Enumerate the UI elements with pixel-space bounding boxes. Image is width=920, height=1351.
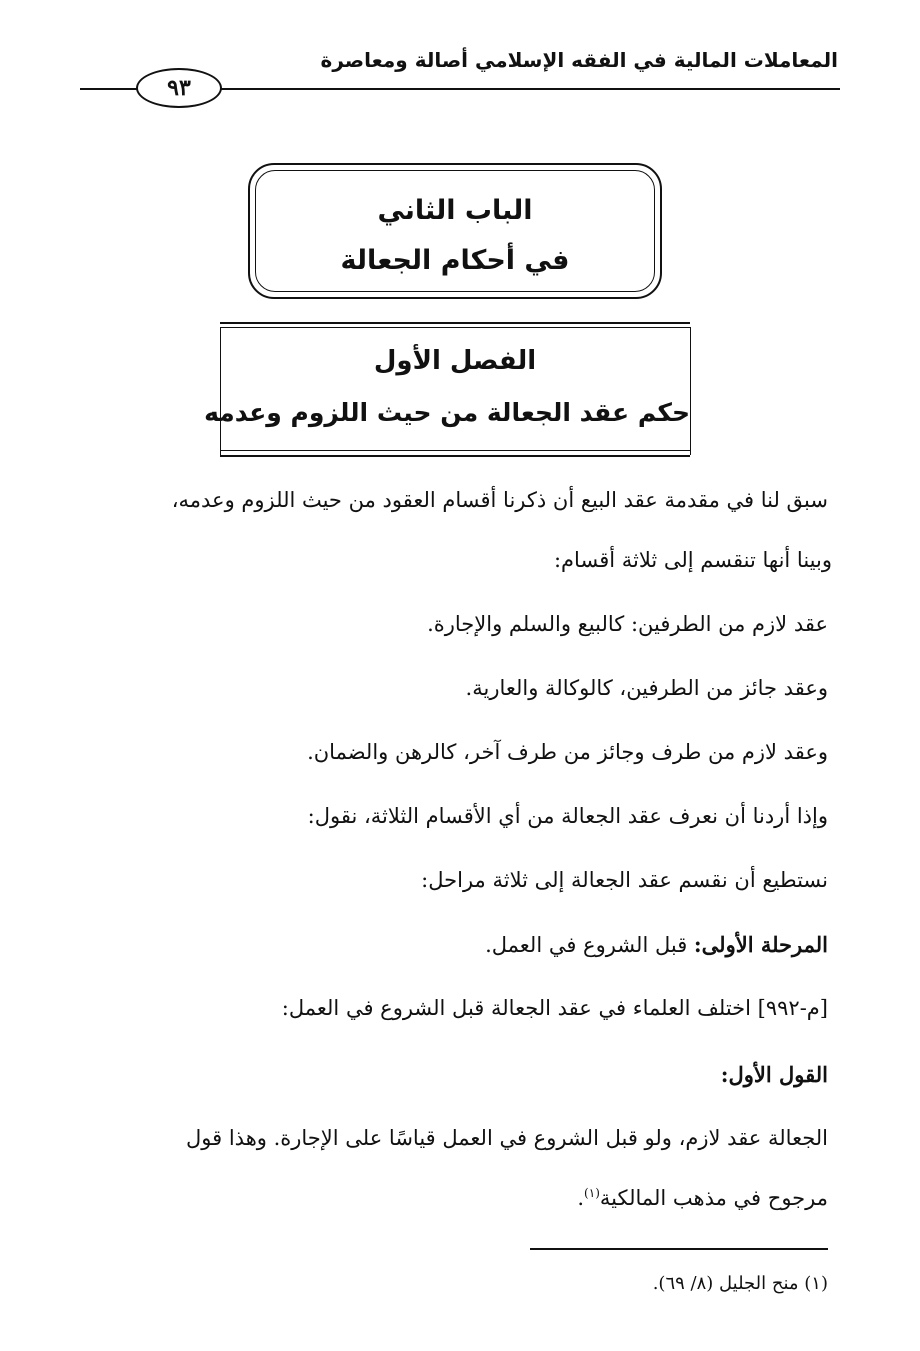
page-number: ٩٣ xyxy=(136,68,222,108)
paragraph-7 xyxy=(485,932,828,957)
paragraph-10-line-2 xyxy=(577,1186,828,1210)
footnote-1: (١) منح الجليل (٨/ ٦٩). xyxy=(652,1273,828,1294)
footnote-rule xyxy=(530,1248,828,1250)
section-frame-top-inner xyxy=(220,327,690,328)
stage-text: قبل الشروع في العمل. xyxy=(485,933,694,957)
paragraph-10-end: . xyxy=(577,1186,585,1210)
paragraph-10-text: مرجوح في مذهب المالكية xyxy=(599,1186,828,1210)
chapter-title: الباب الثاني xyxy=(377,195,533,226)
paragraph-6: نستطيع أن نقسم عقد الجعالة إلى ثلاثة مراحل: xyxy=(421,868,828,892)
chapter-title-box xyxy=(248,163,662,299)
footnote-ref[interactable]: (١) xyxy=(584,1186,600,1200)
paragraph-3: وعقد جائز من الطرفين، كالوكالة والعارية. xyxy=(465,676,828,700)
paragraph-2: عقد لازم من الطرفين: كالبيع والسلم والإجارة. xyxy=(427,612,828,636)
paragraph-1-line-1: سبق لنا في مقدمة عقد البيع أن ذكرنا أقسام العقود من حيث اللزوم وعدمه، xyxy=(171,488,828,512)
section-frame-right xyxy=(690,327,691,455)
section-frame-bottom xyxy=(220,455,690,457)
paragraph-5: وإذا أردنا أن نعرف عقد الجعالة من أي الأقسام الثلاثة، نقول: xyxy=(307,804,828,828)
opinion-heading: القول الأول: xyxy=(720,1062,828,1087)
chapter-subtitle: في أحكام الجعالة xyxy=(340,245,570,276)
paragraph-1-line-2: وبينا أنها تنقسم إلى ثلاثة أقسام: xyxy=(553,548,832,572)
paragraph-10-line-1: الجعالة عقد لازم، ولو قبل الشروع في العمل قياسًا على الإجارة. وهذا قول xyxy=(186,1126,828,1150)
stage-heading: المرحلة الأولى: xyxy=(693,932,828,957)
running-title: المعاملات المالية في الفقه الإسلامي أصالة ومعاصرة xyxy=(320,48,838,72)
section-title: الفصل الأول xyxy=(373,346,537,376)
section-frame-bottom-inner xyxy=(220,450,690,451)
paragraph-4: وعقد لازم من طرف وجائز من طرف آخر، كالرهن والضمان. xyxy=(307,740,828,764)
section-frame-top xyxy=(220,322,690,324)
paragraph-8: [م-٩٩٢] اختلف العلماء في عقد الجعالة قبل الشروع في العمل: xyxy=(281,996,828,1020)
section-subtitle: حكم عقد الجعالة من حيث اللزوم وعدمه xyxy=(204,398,690,427)
